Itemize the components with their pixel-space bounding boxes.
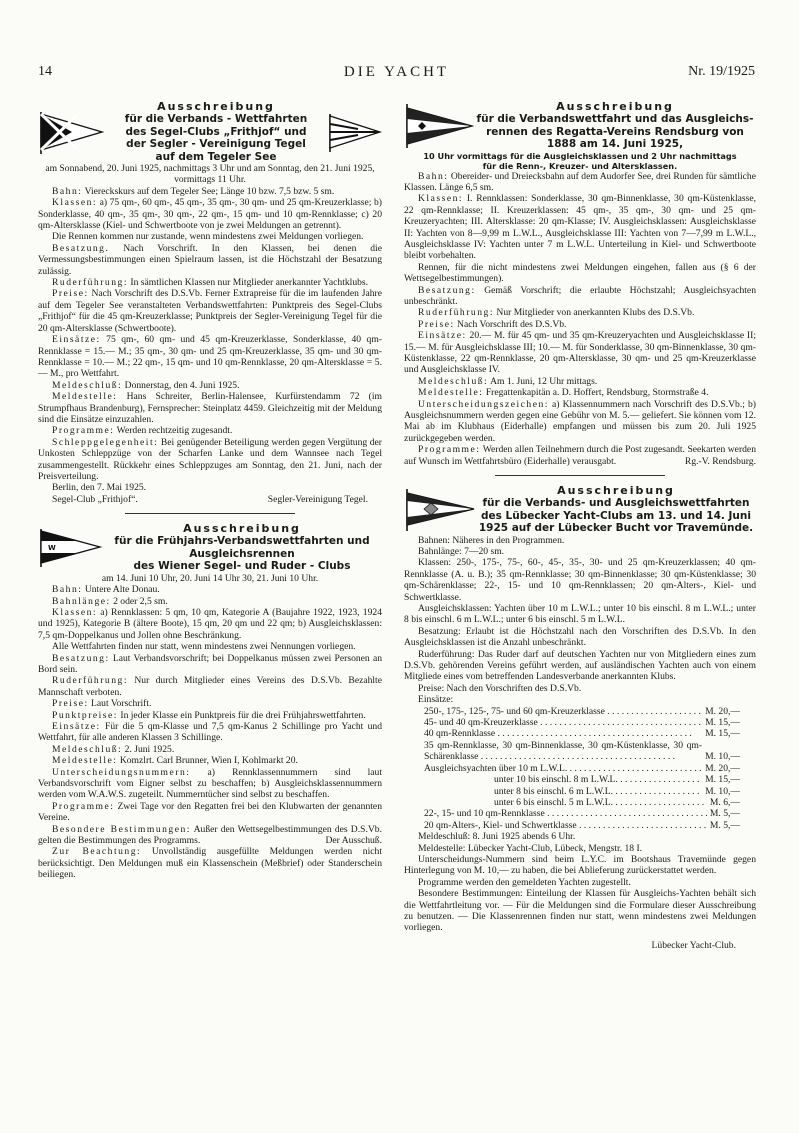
- ad-heading: Ausschreibung: [157, 100, 275, 113]
- fee-table: [404, 706, 756, 831]
- ad-subheading: Ausgleichsrennen: [189, 547, 295, 560]
- ad-heading: Ausschreibung: [556, 100, 674, 113]
- ad-subheading: des Wiener Segel- und Ruder - Clubs: [133, 560, 351, 573]
- signatures: Segel-Club „Frithjof“. Segler-Vereinigung Tegel.: [52, 493, 368, 505]
- fee-row: 22-, 15- und 10 qm-Rennklasse . . . M. 5,—: [424, 808, 740, 819]
- divider: [125, 513, 295, 514]
- pennant-flag-icon: [328, 112, 382, 152]
- ad-signature: Rg.-V. Rendsburg.: [684, 455, 756, 467]
- pennant-flag-icon: [404, 487, 476, 531]
- ad-subheading: für die Frühjahrs-Verbandswettfahrten und: [114, 535, 370, 548]
- fee-row: unter 6 bis einschl. 5 m L.W.L. . . . M. 6,—: [424, 797, 740, 808]
- page-number: 14: [38, 64, 52, 79]
- ad-subheading: für die Verbands - Wettfahrten: [124, 113, 308, 125]
- ad-subheading: 1888 am 14. Juni 1925,: [546, 138, 684, 150]
- divider: [495, 475, 665, 476]
- page-header: [38, 64, 755, 84]
- fee-row: Ausgleichsyachten über 10 m L.W.L. . . . M. 20,—: [424, 763, 740, 774]
- fee-row: 250-, 175-, 125-, 75- und 60 qm-Kreuzerklasse . . . M. 20,—: [424, 706, 740, 717]
- ad-signature: Der Ausschuß.: [325, 835, 382, 847]
- ad-subheading: des Segel-Clubs „Frithjof“ und: [125, 125, 307, 138]
- left-column: [38, 100, 382, 881]
- ad-subheading: auf dem Tegeler See: [155, 150, 277, 163]
- place-date: Berlin, den 7. Mai 1925.: [52, 482, 147, 494]
- ad-luebeck: Ausschreibung für die Verbands- und Ausgleichswettfahrten des Lübecker Yacht-Clubs am 13. und 14. Juni 1925 auf der Lübecker Bucht vor Travemünde. Bahnen: Näheres in den Programmen. Bahnlänge: 7—20 sm. Klassen: 250-, 175-, 75-, 60-, 45-, 35-, 30- und 25 qm-Kreuzerklassen; 40 qm-Rennklasse (A. u. B.); 35 qm-Rennklasse; 30 qm-Binnenklasse; 30 qm-Küstenklasse; 30 qm-Schärenklasse; 22-, 15- und 10 qm-Rennklassen; 20 qm-Alters-, Kiel- und Schwertklasse. Ausgleichsklassen: Yachten über 10 m L.W.L.; unter 10 bis einschl. 8 m L.W.L.; unter 8 bis einschl. 6 m L.W.L.; unter 6 bis einschl. 5 m L.W.L. Besatzung: Erlaubt ist die Höchstzahl nach den Vorschriften des D.S.Vb. In den Ausgleichsklassen ist die Anzahl unbeschränkt. Ruderführung: Das Ruder darf auf deutschen Yachten nur von Mitgliedern eines zum D.S.Vb. gehörenden Vereins geführt werden, auf ausländischen Yachten auch von einem Mitgliede eines vom betreffenden Landesverbande anerkannten Klubs. Preise: Nach den Vorschriften des D.S.Vb. Einsätze: 250-, 175-, 125-, 75- und 60 qm-Kreuzerklasse . . . M. 20,— 45- und 40 qm-Kreuzerklasse . . . M. 15,— 40 qm-Rennklasse . . . M. 15,— 35 qm-Rennklasse, 30 qm-Binnenklasse, 30 qm-Küstenklasse, 30 qm-Schärenklasse . . . M. 10,— Ausgleichsyachten über 10 m L.W.L. . . . M. 20,— unter 10 bis einschl. 8 m L.W.L. . . . M. 15,— unter 8 bis einschl. 6 m L.W.L. . . . M. 10,— unter 6 bis einschl. 5 m L.W.L. . . . M. 6,— 22-, 15- und 10 qm-Rennklasse . . . M. 5,— 20 qm-Alters-, Kiel- und Schwertklasse . . . M. 5,— Meldeschluß: 8. Juni 1925 abends 6 Uhr. Meldestelle: Lübecker Yacht-Club, Lübeck, Mengstr. 18 I. Unterscheidungs-Nummern sind beim L.Y.C. im Bootshaus Travemünde gegen Hinterlegung von M. 10,— zu haben, die bei Ablieferung zurückerstattet werden. Programme werden den gemeldeten Yachten zugestellt. Besondere Bestimmungen: Einteilung der Klassen für Ausgleichs-Yachten behält sich die Wettfahrtleitung vor. — Für die Meldungen sind die Formulare dieser Ausschreibung zu benutzen. — Die Klassenrennen finden nur statt, wenn mindestens zwei Meldungen vorliegen. Lübecker Yacht-Club.: [404, 484, 756, 951]
- ad-subheading: 1925 auf der Lübecker Bucht vor Travemünde.: [478, 522, 754, 535]
- ad-rendsburg: Ausschreibung für die Verbandswettfahrt und das Ausgleichs- rennen des Regatta-Vereins Rendsburg von 1888 am 14. Juni 1925, 10 Uhr vormittags für die Ausgleichsklassen und 2 Uhr nachmittags für die Renn-, Kreuzer- und Altersklassen. Bahn: Obereider- und Dreiecksbahn auf dem Audorfer See, drei Runden für sämtliche Klassen. Länge 6,5 sm. Klassen: I. Rennklassen: Sonderklasse, 30 qm-Binnenklasse, 30 qm-Küstenklasse, 22 qm-Rennklasse; II. Kreuzerklassen: 45 qm-, 35 qm-, 30 qm- und 25 qm-Kreuzeryachten; III. Altersklasse: 20 qm-Klasse; IV. Ausgleichsklassen: Ausgleichsklasse II: Yachten von 8—9,99 m L.W.L., Ausgleichsklasse III: Yachten von 7—7,99 m L.W.L., Ausgleichsklasse IV: Yachten unter 7 m L.W.L. Unterteilung in Kiel- und Schwertboote bleibt vorbehalten. Rennen, für die nicht mindestens zwei Meldungen eingehen, fallen aus (§ 6 der Wettsegelbestimmungen). Besatzung: Gemäß Vorschrift; die erlaubte Höchstzahl; Ausgleichsyachten unbeschränkt. Ruderführung: Nur Mitglieder von anerkannten Klubs des D.S.Vb. Preise: Nach Vorschrift des D.S.Vb. Einsätze: 20.— M. für 45 qm- und 35 qm-Kreuzeryachten und Ausgleichsklasse II; 15.— M. für Ausgleichsklasse III; 10.— M. für Sonderklasse, 30 qm-Binnenklasse, 30 qm-Küstenklasse, 22 qm-Rennklasse, 20 qm-Altersklasse, 30 qm- und 25 qm-Kreuzerklasse und Ausgleichsklasse IV. Meldeschluß: Am 1. Juni, 12 Uhr mittags. Meldestelle: Fregattenkapitän a. D. Hoffert, Rendsburg, Stormstraße 4. Unterscheidungszeichen: a) Klassennummern nach Vorschrift des D.S.Vb.; b) Ausgleichsnummern werden gegen eine Gebühr von M. 5.— geliefert. Sie können vom 12. Mai ab im Klubhaus (Eiderhalle) empfangen und müssen bis zum 20. Juli 1925 zurückgegeben werden. Programme: Werden allen Teilnehmern durch die Post zugesandt. Seekarten werden auf Wunsch im Wettfahrtsbüro (Eiderhalle) verausgabt. Rg.-V. Rendsburg.: [404, 100, 757, 467]
- right-column: [404, 100, 756, 951]
- pennant-flag-icon: [404, 102, 474, 148]
- fee-row: 45- und 40 qm-Kreuzerklasse . . . M. 15,—: [424, 717, 740, 728]
- fee-row: 20 qm-Alters-, Kiel- und Schwertklasse . . . M. 5,—: [424, 820, 740, 831]
- ad-date: am Sonnabend, 20. Juni 1925, nachmittags 3 Uhr und am Sonntag, den 21. Juni 1925, vormittags 11 Uhr.: [45, 163, 375, 186]
- svg-text:W: W: [48, 544, 56, 553]
- ad-subheading: rennen des Regatta-Vereins Rendsburg von: [486, 125, 744, 138]
- ad-subheading: für die Verbandswettfahrt und das Ausgleichs-: [476, 113, 754, 125]
- fee-row: unter 8 bis einschl. 6 m L.W.L. . . . M. 10,—: [424, 786, 740, 797]
- ad-subline: für die Renn-, Kreuzer- und Altersklassen.: [482, 160, 678, 171]
- ad-signature: Lübecker Yacht-Club.: [651, 939, 736, 951]
- fee-row: 40 qm-Rennklasse . . . M. 15,—: [424, 728, 740, 739]
- ad-subheading: der Segler - Vereinigung Tegel: [126, 138, 306, 150]
- fee-row: 35 qm-Rennklasse, 30 qm-Binnenklasse, 30 qm-Küstenklasse, 30 qm-Schärenklasse . . . M. 10,—: [424, 740, 740, 763]
- magazine-title: DIE YACHT: [343, 64, 450, 80]
- ad-date: am 14. Juni 10 Uhr, 20. Juni 14 Uhr 30, 21. Juni 10 Uhr.: [101, 572, 319, 584]
- fee-row: unter 10 bis einschl. 8 m L.W.L. . . . M. 15,—: [424, 774, 740, 785]
- burgee-flag-icon: [38, 110, 104, 154]
- ad-subheading: für die Verbands- und Ausgleichswettfahrten: [482, 497, 750, 510]
- issue-number: Nr. 19/1925: [688, 64, 755, 79]
- ad-wiener: W Ausschreibung für die Frühjahrs-Verbandswettfahrten und Ausgleichsrennen des Wiener Segel- und Ruder - Clubs am 14. Juni 10 Uhr, 20. Juni 14 Uhr 30, 21. Juni 10 Uhr. Bahn: Untere Alte Donau. Bahnlänge: 2 oder 2,5 sm. Klassen: a) Rennklassen: 5 qm, 10 qm, Kategorie A (Baujahre 1922, 1923, 1924 und 1925), Kategorie B (ältere Boote), 15 qm, 20 qm und 22 qm; b) Ausgleichsklassen: 7,5 qm-Doppelkanus und Jollen ohne Beschränkung. Alle Wettfahrten finden nur statt, wenn mindestens zwei Nennungen vorliegen. Besatzung: Laut Verbandsvorschrift; bei Doppelkanus müssen zwei Personen an Bord sein. Ruderführung: Nur durch Mitglieder eines Vereins des D.S.Vb. Bezahlte Mannschaft verboten. Preise: Laut Vorschrift. Punktpreise: In jeder Klasse ein Punktpreis für die drei Frühjahrswettfahrten. Einsätze: Für die 5 qm-Klasse und 7,5 qm-Kanus 2 Schillinge pro Yacht und Wettfahrt, für alle anderen Klassen 3 Schillinge. Meldeschluß: 2. Juni 1925. Meldestelle: Komzlrt. Carl Brunner, Wien I, Kohlmarkt 20. Unterscheidungsnummern: a) Rennklassennummern sind laut Verbandsvorschrift vom Eigner selbst zu beschaffen; b) Ausgleichsklassennummern werden vom W.A.W.S. zugeteilt. Nummerntücher sind selbst zu beschaffen. Programme: Zwei Tage vor den Regatten frei bei den Klubwarten der genannten Vereine. Besondere Bestimmungen: Außer den Wettsegelbestimmungen des D.S.Vb. gelten die Bestimmungen des Programms. Der Ausschuß. Zur Beachtung: Unvollständig ausgefüllte Meldungen werden nicht berücksichtigt. Den Meldungen muß ein Klassenschein (Meßbrief) oder Standerschein beiliegen.: [38, 522, 382, 881]
- ad-subheading: des Lübecker Yacht-Clubs am 13. und 14. Juni: [480, 509, 751, 522]
- ad-heading: Ausschreibung: [557, 484, 675, 498]
- ad-subline: 10 Uhr vormittags für die Ausgleichsklassen und 2 Uhr nachmittags: [423, 150, 737, 161]
- burgee-flag-icon: [38, 527, 102, 567]
- ad-heading: Ausschreibung: [183, 522, 301, 536]
- ad-frithjof: Ausschreibung für die Verbands - Wettfahrten des Segel-Clubs „Frithjof“ und der Segler - Vereinigung Tegel auf dem Tegeler See am Sonnabend, 20. Juni 1925, nachmittags 3 Uhr und am Sonntag, den 21. Juni 1925, vormittags 11 Uhr. Bahn: Viereckskurs auf dem Tegeler See; Länge 10 bzw. 7,5 bzw. 5 sm. Klassen: a) 75 qm-, 60 qm-, 45 qm-, 35 qm-, 30 qm- und 25 qm-Kreuzerklasse; b) Sonderklasse, 40 qm-, 35 qm-, 30 qm-, 22 qm-, 15 qm- und 10 qm-Rennklasse; c) 20 qm-Altersklasse (Kiel- und Schwertboote von je zwei Meldungen an getrennt). Die Rennen kommen nur zustande, wenn mindestens zwei Meldungen vorliegen. Besatzung. Nach Vorschrift. In den Klassen, bei denen die Vermessungsbestimmungen einen Spielraum lassen, ist die Höchstzahl der Besatzung zulässig. Ruderführung: In sämtlichen Klassen nur Mitglieder anerkannter Yachtklubs. Preise: Nach Vorschrift des D.S.Vb. Ferner Extrapreise für die im laufenden Jahre auf dem Tegeler See veranstalteten Verbandswettfahrten: Punktpreis des Segel-Clubs „Frithjof“ für die 45 qm-Kreuzerklasse; Punktpreis der Segler-Vereinigung Tegel für die 20 qm-Altersklasse (Schwertboote). Einsätze: 75 qm-, 60 qm- und 45 qm-Kreuzerklasse, Sonderklasse, 40 qm-Rennklasse = 15.— M.; 35 qm-, 30 qm- und 25 qm-Kreuzerklasse, 35 qm- und 30 qm-Rennklasse = 10.— M.; 22 qm-, 15 qm- und 10 qm-Rennklasse, 20 qm-Altersklasse = 5.— M., pro Wettfahrt. Meldeschluß: Donnerstag, den 4. Juni 1925. Meldestelle: Hans Schreiter, Berlin-Halensee, Kurfürstendamm 72 (im Strumpfhaus Brandenburg), Fernsprecher: Steinplatz 4459. Gleichzeitig mit der Meldung sind die Einsätze einzuzahlen. Programme: Werden rechtzeitig zugesandt. Schleppgelegenheit: Bei genügender Beteiligung werden gegen Vergütung der Unkosten Schleppzüge von der Scharfen Lanke und dem Wannsee nach Tegel zusammengestellt. Rückkehr eines Schleppzuges am Sonntag, den 21. Juni, nach der Preisverteilung. Berlin, den 7. Mai 1925. Segel-Club „Frithjof“. Segler-Vereinigung Tegel.: [38, 100, 383, 505]
